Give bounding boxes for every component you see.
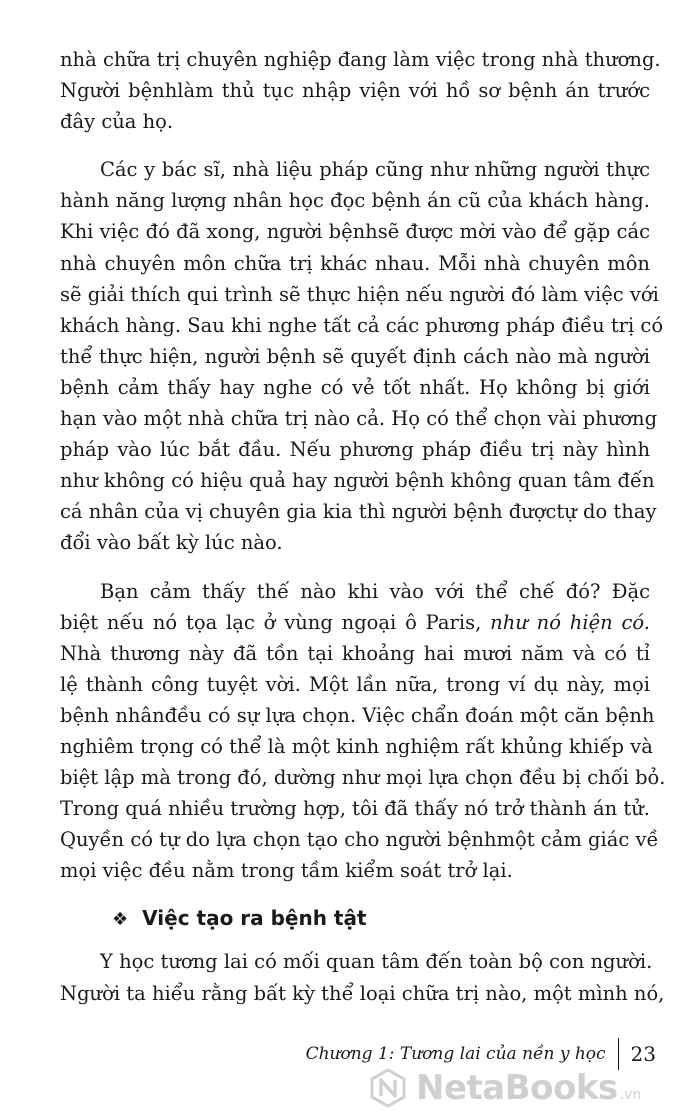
running-footer-chapter: Chương 1: Tương lai của nền y học (305, 1044, 606, 1064)
text-line: Người ta hiểu rằng bất kỳ thể loại chữa trị nào, một mình nó, (60, 981, 665, 1005)
text-line: đổi vào bất kỳ lúc nào. (60, 531, 283, 555)
text-line: Nhà thương này đã tồn tại khoảng hai mươi năm và có tỉ (60, 641, 650, 665)
text-line: khách hàng. Sau khi nghe tất cả các phương pháp điều trị có (60, 313, 664, 337)
text-line: hạn vào một nhà chữa trị nào cả. Họ có thể chọn vài phương (60, 407, 658, 431)
page-number: 23 (630, 1042, 656, 1066)
diamond-bullet-icon: ❖ (112, 909, 129, 931)
section-heading (60, 902, 650, 934)
text-line: cá nhân của vị chuyên gia kia thì người bệnh đượctự do thay (60, 500, 657, 524)
text-line: Các y bác sĩ, nhà liệu pháp cũng như những người thực (100, 158, 650, 182)
page-body (60, 44, 666, 1009)
text-line: Quyền có tự do lựa chọn tạo cho người bệnhmột cảm giác về (60, 828, 659, 852)
text-line: sẽ giải thích qui trình sẽ thực hiện nếu người đó làm việc với (60, 282, 659, 306)
paragraph-1 (60, 44, 661, 137)
text-line: mọi việc đều nằm trong tầm kiểm soát trở lại. (60, 859, 513, 883)
text-line: biệt lập mà trong đó, dường như mọi lựa chọn đều bị chối bỏ. (60, 766, 666, 790)
text-line: nghiêm trọng có thể là một kinh nghiệm rất khủng khiếp và (60, 734, 653, 758)
section-heading-text: Việc tạo ra bệnh tật (142, 906, 367, 931)
text-line: Bạn cảm thấy thế nào khi vào với thể chế đó? Đặc (100, 579, 650, 603)
text-line: Trong quá nhiều trường hợp, tôi đã thấy nó trở thành án tử. (60, 797, 650, 821)
netabooks-logo-icon (368, 1068, 408, 1108)
text-line: hành năng lượng nhân học đọc bệnh án cũ của khách hàng. (60, 189, 650, 213)
watermark-name: NetaBooks (416, 1068, 618, 1108)
paragraph-3 (60, 576, 666, 887)
text-line: thể thực hiện, người bệnh sẽ quyết định cách nào mà người (60, 344, 650, 368)
watermark (368, 1060, 698, 1116)
text-run: biệt nếu nó tọa lạc ở vùng ngoại ô Paris, (60, 610, 491, 634)
text-line: Khi việc đó đã xong, người bệnhsẽ được mời vào để gặp các (60, 220, 650, 244)
text-line: bệnh nhânđều có sự lựa chọn. Việc chẩn đoán một căn bệnh (60, 703, 655, 727)
text-line: lệ thành công tuyệt vời. Một lần nữa, trong ví dụ này, mọi (60, 672, 650, 696)
paragraph-2 (60, 154, 664, 558)
text-line: nhà chữa trị chuyên nghiệp đang làm việc trong nhà thương. (60, 48, 661, 71)
text-line: Y học tương lai có mối quan tâm đến toàn bộ con người. (100, 950, 653, 974)
text-line: như không có hiệu quả hay người bệnh không quan tâm đến (60, 469, 655, 493)
text-line: Người bệnhlàm thủ tục nhập viện với hồ sơ bệnh án trước (60, 79, 650, 103)
text-line: pháp vào lúc bắt đầu. Nếu phương pháp điều trị này hình (60, 438, 650, 462)
text-line (60, 607, 650, 638)
text-line: đây của họ. (60, 110, 174, 134)
text-line: nhà chuyên môn chữa trị khác nhau. Mỗi nhà chuyên môn (60, 251, 650, 275)
paragraph-4 (60, 946, 665, 1008)
watermark-tld: .vn (619, 1087, 642, 1103)
text-line: bệnh cảm thấy hay nghe có vẻ tốt nhất. Họ không bị giới (60, 375, 650, 399)
italic-text-run: như nó hiện có. (490, 610, 651, 634)
